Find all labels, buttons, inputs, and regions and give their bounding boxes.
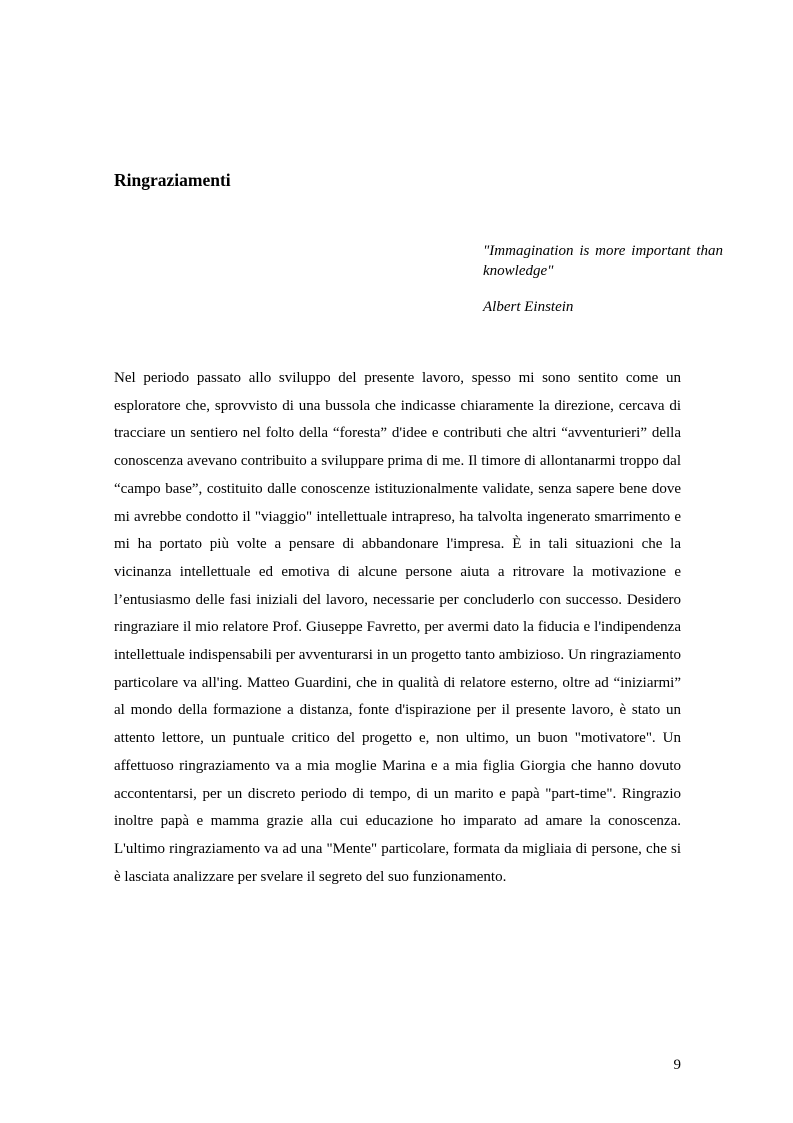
epigraph — [483, 241, 723, 317]
epigraph-quote: "Immagination is more important than knowledge" — [483, 243, 723, 279]
page-number: 9 — [673, 1057, 681, 1073]
acknowledgements-paragraph: Nel periodo passato allo sviluppo del presente lavoro, spesso mi sono sentito come un esploratore che, sprovvisto di una bussola che indicasse chiaramente la direzione, cercava di tracciare un sentiero nel folto della “foresta” d'idee e contributi che altri “avventurieri” della conoscenza avevano contribuito a sviluppare prima di me. Il timore di allontanarmi troppo dal “campo base”, costituito dalle conoscenze istituzionalmente validate, senza sapere bene dove mi avrebbe condotto il "viaggio" intellettuale intrapreso, ha talvolta ingenerato smarrimento e mi ha portato più volte a pensare di abbandonare l'impresa. È in tali situazioni che la vicinanza intellettuale ed emotiva di alcune persone aiuta a ritrovare la motivazione e l’entusiasmo delle fasi iniziali del lavoro, necessarie per concluderlo con successo. Desidero ringraziare il mio relatore Prof. Giuseppe Favretto, per avermi dato la fiducia e l'indipendenza intellettuale indispensabili per avventurarsi in un progetto tanto ambizioso. Un ringraziamento particolare va all'ing. Matteo Guardini, che in qualità di relatore esterno, oltre ad “iniziarmi” al mondo della formazione a distanza, fonte d'ispirazione per il presente lavoro, è stato un attento lettore, un puntuale critico del progetto e, non ultimo, un buon "motivatore". Un affettuoso ringraziamento va a mia moglie Marina e a mia figlia Giorgia che hanno dovuto accontentarsi, per un discreto periodo di tempo, di un marito e papà "part-time". Ringrazio inoltre papà e mamma grazie alla cui educazione ho imparato ad amare la conoscenza. L'ultimo ringraziamento va ad una "Mente" particolare, formata da migliaia di persone, che si è lasciata analizzare per svelare il segreto del suo funzionamento. — [114, 370, 681, 885]
epigraph-author: Albert Einstein — [483, 299, 574, 315]
section-heading: Ringraziamenti — [114, 170, 231, 190]
